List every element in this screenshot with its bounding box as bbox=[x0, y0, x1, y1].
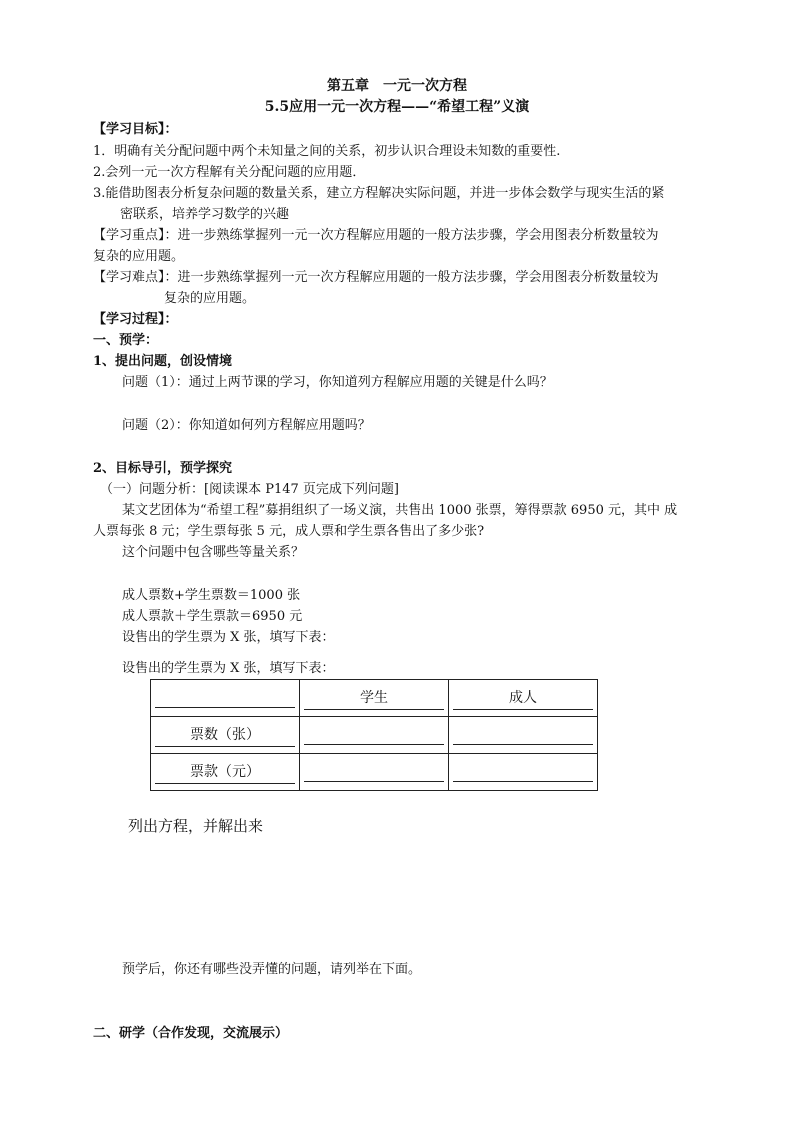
table-header-row bbox=[151, 680, 598, 717]
section-title: 5.5应用一元一次方程——“希望工程”义演 bbox=[264, 99, 530, 115]
relation-question: 这个问题中包含哪些等量关系？ bbox=[122, 545, 305, 560]
answer-blank[interactable] bbox=[453, 759, 593, 782]
table-cell[interactable] bbox=[300, 717, 449, 754]
row-label-count: 票数（张） bbox=[155, 724, 295, 747]
table-corner bbox=[155, 685, 295, 708]
column-header-adult: 成人 bbox=[453, 687, 593, 710]
part2-heading: 二、研学（合作发现，交流展示） bbox=[93, 1026, 289, 1041]
goal-item: 3.能借助图表分析复杂问题的数量关系，建立方程解决实际问题，并进一步体会数学与现实生活的紧 bbox=[93, 186, 665, 201]
table-instruction: 设售出的学生票为 X 张，填写下表： bbox=[122, 661, 335, 676]
goal-item: 1．明确有关分配问题中两个未知量之间的关系，初步认识合理设未知数的重要性. bbox=[93, 144, 561, 159]
solve-instruction: 列出方程，并解出来 bbox=[128, 817, 264, 835]
answer-blank[interactable] bbox=[304, 759, 444, 782]
ticket-table bbox=[150, 679, 598, 791]
difficulty-line: 【学习难点】：进一步熟练掌握列一元一次方程解应用题的一般方法步骤，学会用图表分析数量较为 bbox=[93, 270, 659, 285]
problem-text: 人票每张 8 元；学生票每张 5 元，成人票和学生票各售出了多少张? bbox=[93, 524, 485, 539]
table-cell bbox=[300, 680, 449, 717]
after-study-question: 预学后，你还有哪些没弄懂的问题，请列举在下面。 bbox=[122, 962, 422, 977]
key-point-line: 复杂的应用题。 bbox=[93, 249, 185, 264]
equation-2: 成人票款＋学生票款＝6950 元 bbox=[122, 609, 303, 624]
table-cell[interactable] bbox=[449, 754, 598, 791]
column-header-student: 学生 bbox=[304, 687, 444, 710]
part1-heading: 一、预学： bbox=[93, 333, 159, 348]
table-cell bbox=[151, 717, 300, 754]
process-label: 【学习过程】： bbox=[93, 312, 178, 327]
equation-1: 成人票数+学生票数＝1000 张 bbox=[122, 588, 301, 603]
goals-label: 【学习目标】： bbox=[93, 122, 178, 137]
question-2: 问题（2）：你知道如何列方程解应用题吗？ bbox=[122, 418, 371, 433]
answer-blank[interactable] bbox=[304, 722, 444, 745]
table-row bbox=[151, 754, 598, 791]
answer-blank[interactable] bbox=[453, 722, 593, 745]
table-cell[interactable] bbox=[300, 754, 449, 791]
problem-text: 某文艺团体为“希望工程”募捐组织了一场义演，共售出 1000 张票，筹得票款 6950 元，其中 成 bbox=[122, 503, 678, 518]
step2-heading: 2、目标导引，预学探究 bbox=[93, 461, 233, 476]
analysis-line: （一）问题分析：[阅读课本 P147 页完成下列问题] bbox=[100, 482, 399, 497]
table-cell bbox=[151, 680, 300, 717]
table-cell[interactable] bbox=[449, 717, 598, 754]
chapter-title: 第五章 一元一次方程 bbox=[327, 78, 467, 94]
row-label-amount: 票款（元） bbox=[155, 761, 295, 784]
goal-item: 2.会列一元一次方程解有关分配问题的应用题． bbox=[93, 165, 366, 180]
table-cell bbox=[151, 754, 300, 791]
table-row bbox=[151, 717, 598, 754]
question-1: 问题（1）：通过上两节课的学习，你知道列方程解应用题的关键是什么吗？ bbox=[122, 375, 553, 390]
goal-item: 密联系，培养学习数学的兴趣 bbox=[120, 207, 290, 222]
difficulty-line: 复杂的应用题。 bbox=[164, 291, 256, 306]
table-instruction: 设售出的学生票为 X 张，填写下表： bbox=[122, 630, 335, 645]
step1-heading: 1、提出问题，创设情境 bbox=[93, 354, 233, 369]
table-cell bbox=[449, 680, 598, 717]
key-point-line: 【学习重点】：进一步熟练掌握列一元一次方程解应用题的一般方法步骤，学会用图表分析数量较为 bbox=[93, 228, 659, 243]
